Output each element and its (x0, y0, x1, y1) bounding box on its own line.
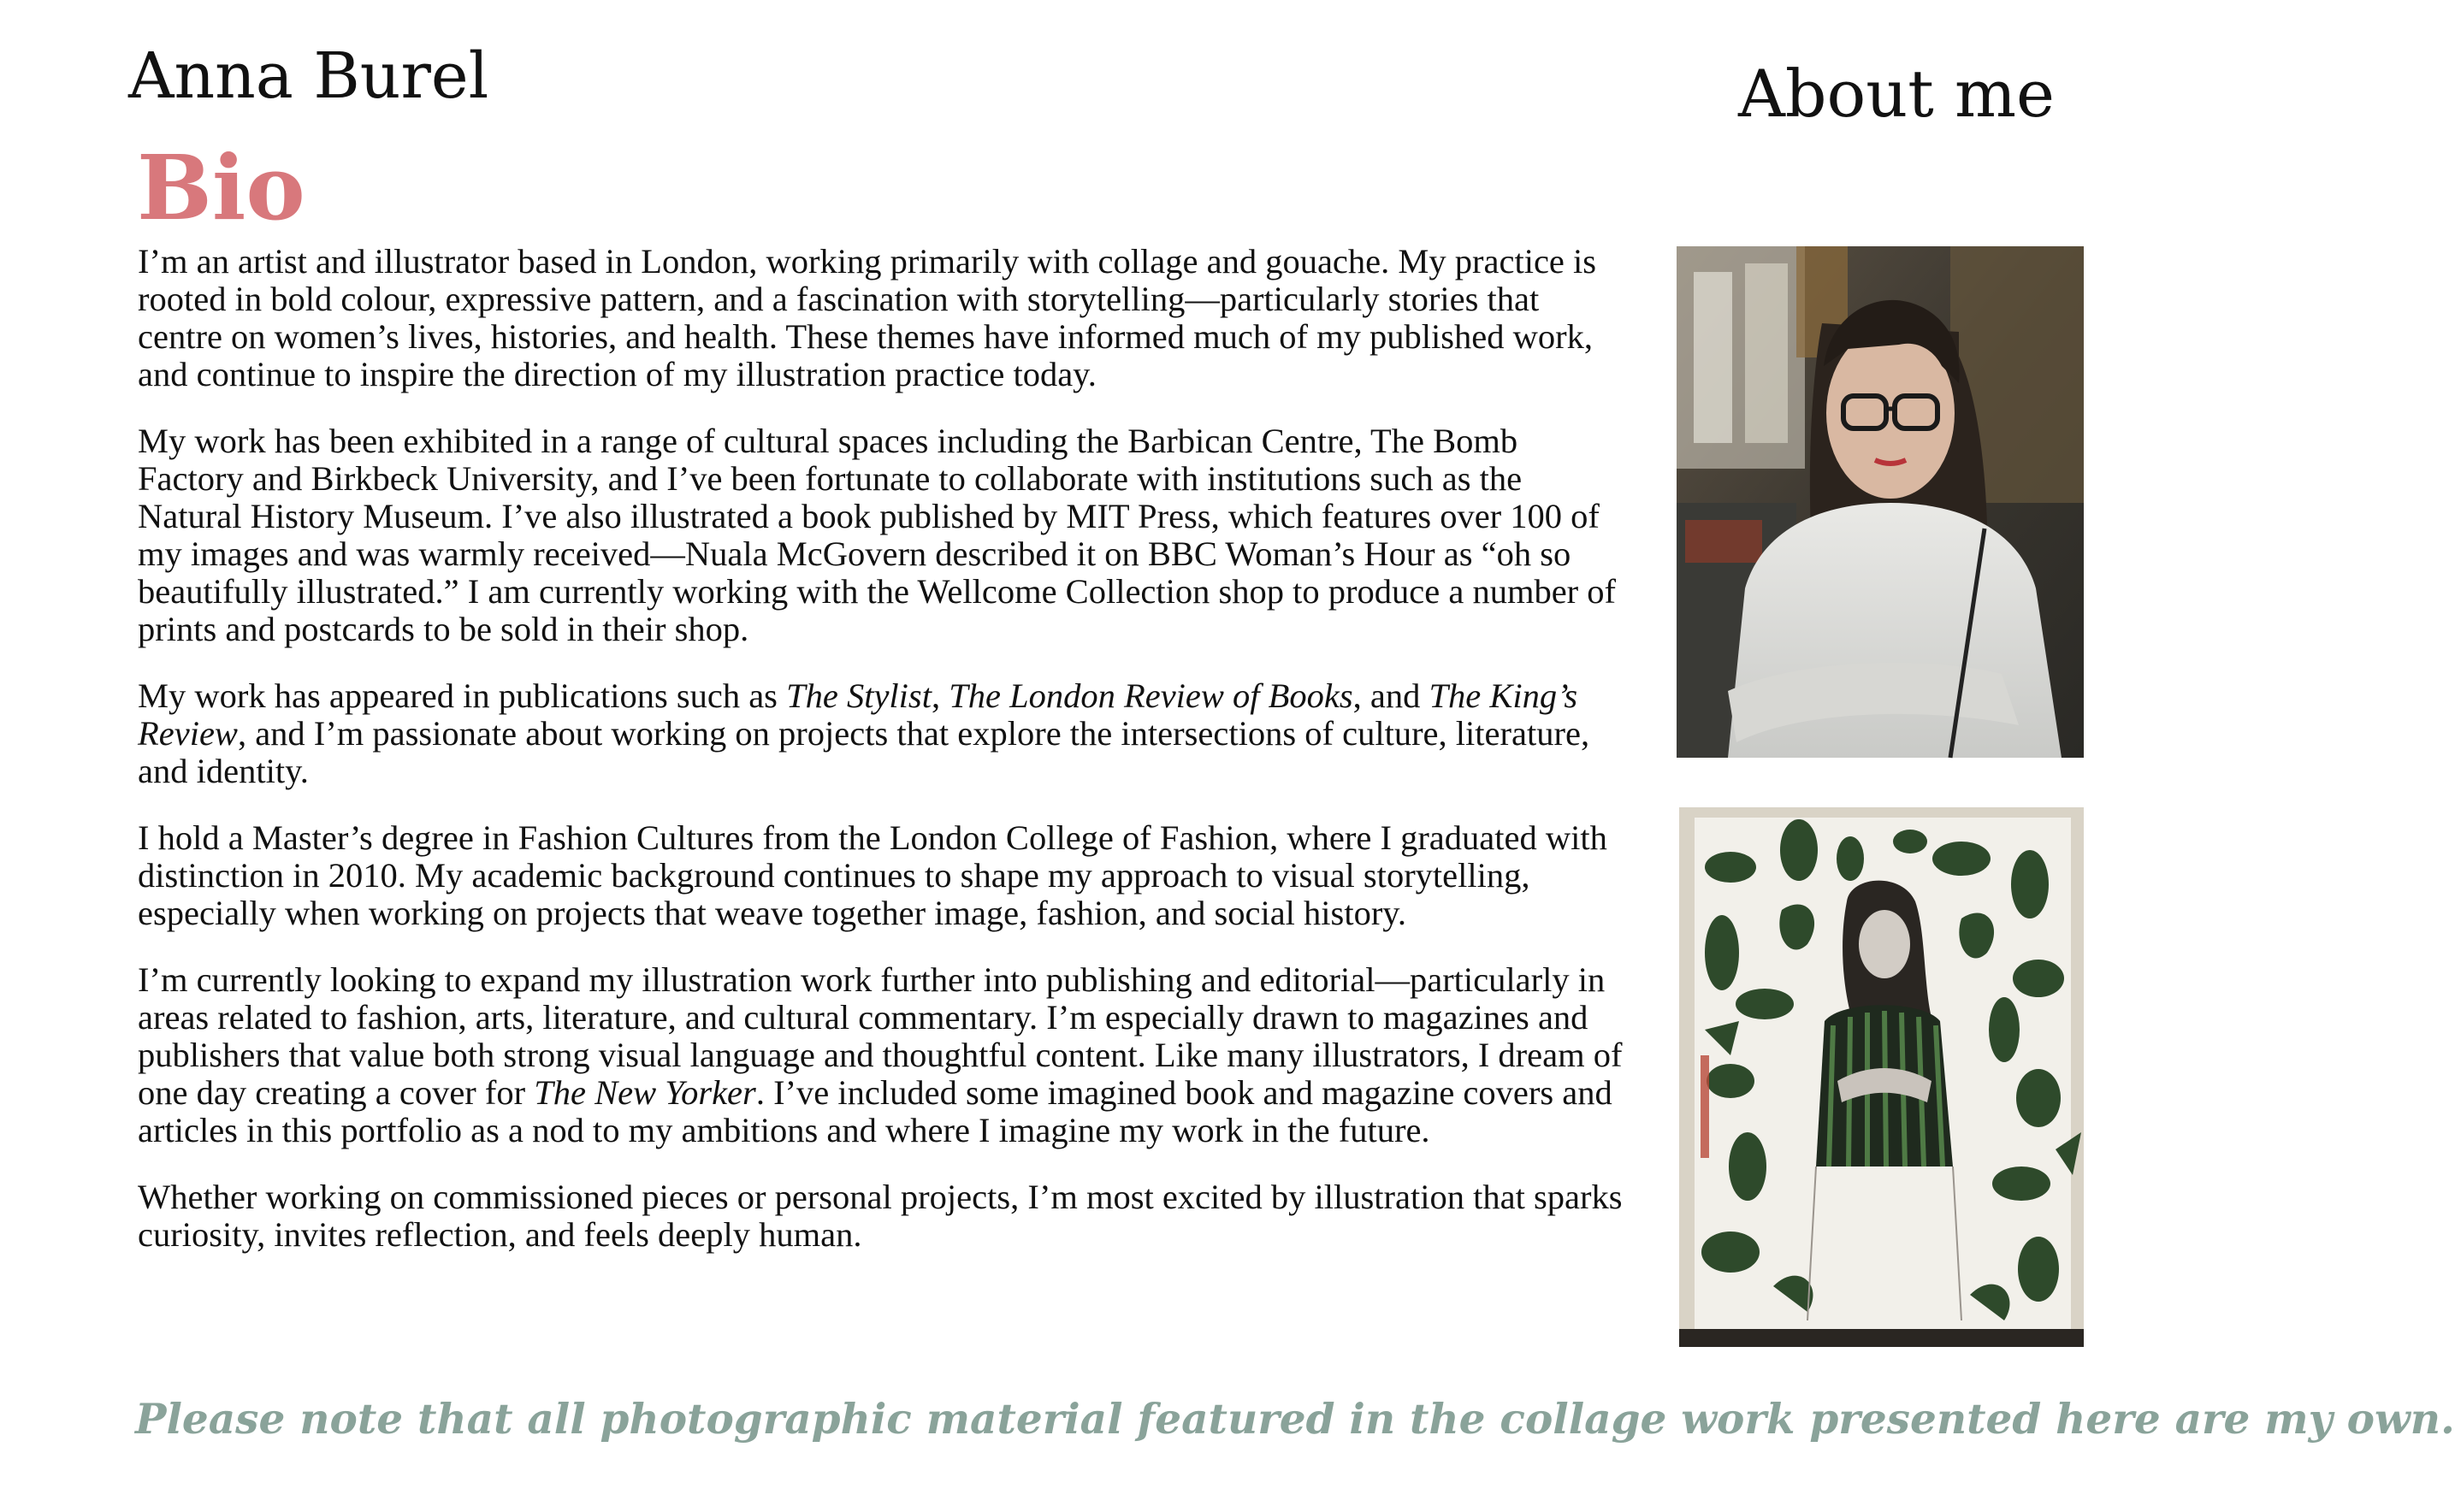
bio-paragraph (138, 677, 1626, 790)
page-heading: About me (1738, 56, 2055, 132)
portrait-photo-image (1677, 246, 2084, 758)
publication-title: The New Yorker (534, 1073, 756, 1112)
text-span: , and (1352, 676, 1429, 715)
bio-paragraph: I’m an artist and illustrator based in London, working primarily with collage and gouache. My practice is rooted in bold colour, expressive pattern, and a fascination with storytelling—particularly stories that centre on women’s lives, histories, and health. These themes have informed much of my published work, and continue to inspire the direction of my illustration practice today. (138, 242, 1597, 393)
section-title: Bio (137, 135, 305, 240)
publication-title: The Stylist (786, 676, 932, 715)
bio-paragraph (138, 961, 1626, 1149)
text-span: My work has appeared in publications such as (138, 676, 787, 715)
portrait-photo (1677, 246, 2084, 758)
collage-photo-image (1679, 807, 2084, 1347)
text-span: I’m currently looking to expand my illustration work further into publishing and editorial—particularly in areas related to fashion, arts, literature, and cultural commentary. I’m especially drawn to magazines and publishers that value both strong visual language and thoughtful content. Like many illustrators, I dream of one day creating a cover for (138, 960, 1623, 1112)
publication-title: The King’s Review (138, 676, 1578, 753)
author-name: Anna Burel (128, 39, 489, 113)
text-span: . I’ve included some imagined book and magazine covers and articles in this portfolio as a nod to my ambitions and where I imagine my work in the future. (138, 1073, 1612, 1149)
footnote: Please note that all photographic material featured in the collage work presented here are my own. (135, 1395, 2455, 1444)
publication-title: The London Review of Books (949, 676, 1353, 715)
bio-paragraph: I hold a Master’s degree in Fashion Cultures from the London College of Fashion, where I graduated with distinction in 2010. My academic background continues to shape my approach to visual storytelling, especially when working on projects that weave together image, fashion, and social history. (138, 818, 1607, 932)
bio-text (138, 243, 1626, 1283)
bio-paragraph: Whether working on commissioned pieces or personal projects, I’m most excited by illustration that sparks curiosity, invites reflection, and feels deeply human. (138, 1178, 1623, 1254)
text-span: , (931, 676, 949, 715)
text-span: , and I’m passionate about working on projects that explore the intersections of culture, literature, and identity. (138, 714, 1590, 790)
collage-photo (1679, 807, 2084, 1347)
bio-paragraph: My work has been exhibited in a range of cultural spaces including the Barbican Centre, The Bomb Factory and Birkbeck University, and I’ve been fortunate to collaborate with institutions such as the Natural History Museum. I’ve also illustrated a book published by MIT Press, which features over 100 of my images and was warmly received—Nuala McGovern described it on BBC Woman’s Hour as “oh so beautifully illustrated.” I am currently working with the Wellcome Collection shop to produce a number of prints and postcards to be sold in their shop. (138, 422, 1617, 648)
